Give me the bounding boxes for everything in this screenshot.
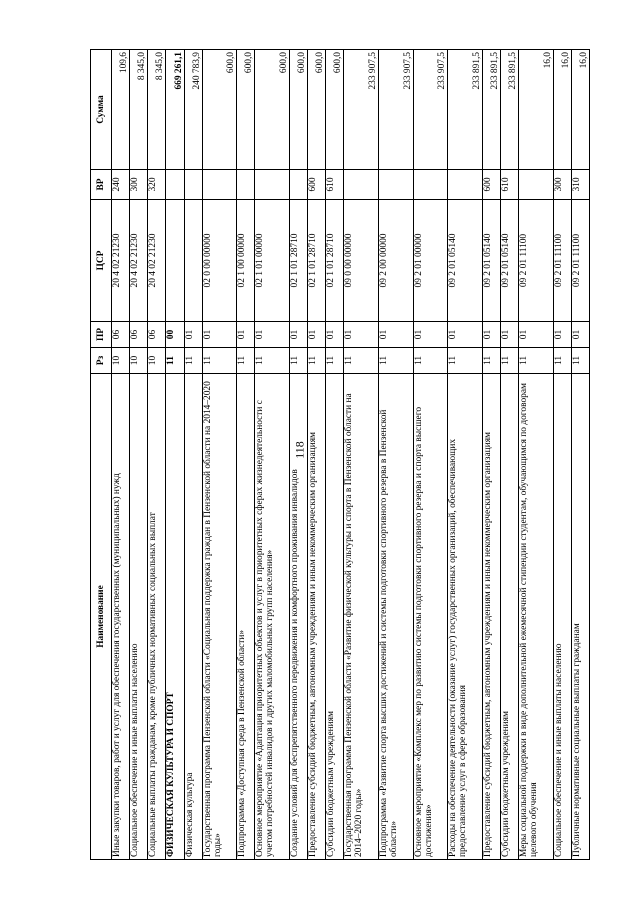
cell-sum: 600,0: [202, 50, 237, 170]
cell-pr: 01: [553, 322, 571, 348]
table-row: [571, 50, 589, 860]
cell-rz: 11: [553, 348, 571, 374]
cell-name: Государственная программа Пензенской области «Развитие физической культуры и спорта в Пензенской области на 2014–2020 годы»: [344, 374, 379, 860]
cell-vr: 300: [130, 170, 148, 200]
cell-sum: 16,0: [571, 50, 589, 170]
cell-name: Предоставление субсидий бюджетным, автономным учреждениям и иным некоммерческим организациям: [482, 374, 500, 860]
cell-vr: 610: [500, 170, 518, 200]
header-vr: ВР: [91, 170, 112, 200]
page-number: 118: [292, 441, 307, 459]
cell-csr: 02 1 01 00000: [255, 200, 290, 322]
cell-sum: 233 907,5: [413, 50, 448, 170]
cell-name: ФИЗИЧЕСКАЯ КУЛЬТУРА И СПОРТ: [166, 374, 184, 860]
cell-name: Государственная программа Пензенской области «Социальная поддержка граждан в Пензенской области на 2014–2020 годы»: [202, 374, 237, 860]
cell-sum: 109,6: [112, 50, 130, 170]
cell-pr: 01: [500, 322, 518, 348]
cell-vr: 610: [326, 170, 344, 200]
cell-name: Субсидии бюджетным учреждениям: [326, 374, 344, 860]
cell-vr: [255, 170, 290, 200]
cell-sum: 8 345,0: [130, 50, 148, 170]
cell-rz: 11: [308, 348, 326, 374]
cell-rz: 11: [344, 348, 379, 374]
table-row: [289, 50, 307, 860]
cell-name: Публичные нормативные социальные выплаты гражданам: [571, 374, 589, 860]
cell-csr: [184, 200, 202, 322]
cell-vr: 300: [553, 170, 571, 200]
cell-vr: [413, 170, 448, 200]
table-row: [344, 50, 379, 860]
table-row: [166, 50, 184, 860]
cell-pr: 01: [378, 322, 413, 348]
table-row: [519, 50, 554, 860]
cell-rz: 11: [378, 348, 413, 374]
cell-vr: [344, 170, 379, 200]
table-body: [112, 50, 590, 860]
cell-sum: 600,0: [237, 50, 255, 170]
cell-sum: 600,0: [326, 50, 344, 170]
cell-pr: 00: [166, 322, 184, 348]
cell-rz: 11: [500, 348, 518, 374]
table-row: [148, 50, 166, 860]
cell-vr: [184, 170, 202, 200]
cell-pr: 06: [148, 322, 166, 348]
header-pr: ПР: [91, 322, 112, 348]
table-row: [413, 50, 448, 860]
cell-pr: 01: [482, 322, 500, 348]
cell-sum: 16,0: [553, 50, 571, 170]
cell-name: Подпрограмма «Доступная среда в Пензенской области»: [237, 374, 255, 860]
cell-rz: 11: [289, 348, 307, 374]
cell-name: Подпрограмма «Развитие спорта высших достижений и системы подготовки спортивного резерва в Пензенской области»: [378, 374, 413, 860]
cell-csr: 02 1 01 28710: [289, 200, 307, 322]
cell-csr: 09 2 01 05140: [500, 200, 518, 322]
cell-pr: 01: [237, 322, 255, 348]
budget-table: [90, 49, 590, 860]
cell-rz: 10: [112, 348, 130, 374]
cell-csr: 09 2 01 11100: [519, 200, 554, 322]
cell-name: Расходы на обеспечение деятельности (оказание услуг) государственных организаций, обеспечивающих предоставление услуг в сфере образования: [448, 374, 483, 860]
cell-rz: 10: [148, 348, 166, 374]
cell-pr: 06: [112, 322, 130, 348]
cell-name: Социальные выплаты гражданам, кроме публичных нормативных социальных выплат: [148, 374, 166, 860]
cell-name: Меры социальной поддержки в виде дополнительной ежемесячной стипендии студентам, обучающимся по договорам целевого обучения: [519, 374, 554, 860]
cell-csr: 09 2 00 00000: [378, 200, 413, 322]
header-sum: Сумма: [91, 50, 112, 170]
cell-csr: 09 2 01 11100: [571, 200, 589, 322]
table-row: [448, 50, 483, 860]
cell-vr: 600: [308, 170, 326, 200]
cell-vr: [289, 170, 307, 200]
table-row: [378, 50, 413, 860]
cell-csr: 09 2 01 11100: [553, 200, 571, 322]
cell-vr: 310: [571, 170, 589, 200]
cell-pr: 06: [130, 322, 148, 348]
header-csr: ЦСР: [91, 200, 112, 322]
cell-pr: 01: [344, 322, 379, 348]
table-row: [130, 50, 148, 860]
cell-pr: 01: [184, 322, 202, 348]
cell-pr: 01: [519, 322, 554, 348]
rotated-table-container: [90, 50, 590, 860]
cell-rz: 11: [519, 348, 554, 374]
cell-csr: 02 1 01 28710: [308, 200, 326, 322]
cell-name: Основное мероприятие «Адаптация приоритетных объектов и услуг в приоритетных сферах жизнедеятельности с учетом потребностей инвалидов и других маломобильных групп населения»: [255, 374, 290, 860]
cell-rz: 11: [482, 348, 500, 374]
cell-pr: 01: [255, 322, 290, 348]
cell-rz: 11: [448, 348, 483, 374]
table-row: [500, 50, 518, 860]
cell-name: Субсидии бюджетным учреждениям: [500, 374, 518, 860]
cell-csr: 20 4 02 21230: [112, 200, 130, 322]
cell-pr: 01: [571, 322, 589, 348]
cell-name: Социальное обеспечение и иные выплаты населению: [130, 374, 148, 860]
cell-rz: 11: [202, 348, 237, 374]
table-header-row: [91, 50, 112, 860]
cell-pr: 01: [308, 322, 326, 348]
table-row: [308, 50, 326, 860]
header-name: Наименование: [91, 374, 112, 860]
cell-csr: 09 2 01 00000: [413, 200, 448, 322]
cell-name: Социальное обеспечение и иные выплаты населению: [553, 374, 571, 860]
cell-rz: 10: [130, 348, 148, 374]
cell-vr: [519, 170, 554, 200]
cell-rz: 11: [413, 348, 448, 374]
table-row: [202, 50, 237, 860]
table-row: [184, 50, 202, 860]
cell-csr: 09 0 00 00000: [344, 200, 379, 322]
table-row: [326, 50, 344, 860]
cell-pr: 01: [326, 322, 344, 348]
cell-sum: 8 345,0: [148, 50, 166, 170]
header-rz: Рз: [91, 348, 112, 374]
table-row: [553, 50, 571, 860]
cell-rz: 11: [237, 348, 255, 374]
cell-pr: 01: [289, 322, 307, 348]
cell-rz: 11: [184, 348, 202, 374]
cell-pr: 01: [202, 322, 237, 348]
cell-pr: 01: [413, 322, 448, 348]
cell-pr: 01: [448, 322, 483, 348]
cell-csr: [166, 200, 184, 322]
cell-vr: [237, 170, 255, 200]
cell-csr: 02 1 00 00000: [237, 200, 255, 322]
cell-sum: 669 261,1: [166, 50, 184, 170]
cell-csr: 09 2 01 05140: [482, 200, 500, 322]
cell-sum: 600,0: [308, 50, 326, 170]
table-row: [255, 50, 290, 860]
cell-name: Создание условий для беспрепятственного передвижения и комфортного проживания инвалидов: [289, 374, 307, 860]
cell-vr: 240: [112, 170, 130, 200]
cell-vr: 320: [148, 170, 166, 200]
cell-vr: [448, 170, 483, 200]
cell-rz: 11: [326, 348, 344, 374]
cell-sum: 16,0: [519, 50, 554, 170]
cell-vr: [378, 170, 413, 200]
cell-csr: 02 1 01 28710: [326, 200, 344, 322]
cell-sum: 233 891,5: [482, 50, 500, 170]
cell-vr: [202, 170, 237, 200]
cell-sum: 233 907,5: [344, 50, 379, 170]
cell-sum: 233 891,5: [500, 50, 518, 170]
cell-csr: 20 4 02 21230: [130, 200, 148, 322]
cell-sum: 600,0: [289, 50, 307, 170]
cell-sum: 600,0: [255, 50, 290, 170]
cell-vr: 600: [482, 170, 500, 200]
cell-name: Предоставление субсидий бюджетным, автономным учреждениям и иным некоммерческим организациям: [308, 374, 326, 860]
cell-name: Физическая культура: [184, 374, 202, 860]
cell-name: Иные закупки товаров, работ и услуг для обеспечения государственных (муниципальных) нужд: [112, 374, 130, 860]
cell-name: Основное мероприятие «Комплекс мер по развитию системы подготовки спортивного резерва и спорта высшего достижения»: [413, 374, 448, 860]
table-row: [237, 50, 255, 860]
cell-rz: 11: [571, 348, 589, 374]
cell-csr: 09 2 01 05140: [448, 200, 483, 322]
cell-vr: [166, 170, 184, 200]
cell-rz: 11: [255, 348, 290, 374]
table-row: [482, 50, 500, 860]
cell-sum: 233 907,5: [378, 50, 413, 170]
cell-rz: 11: [166, 348, 184, 374]
cell-csr: 02 0 00 00000: [202, 200, 237, 322]
cell-csr: 20 4 02 21230: [148, 200, 166, 322]
cell-sum: 240 783,9: [184, 50, 202, 170]
table-row: [112, 50, 130, 860]
cell-sum: 233 891,5: [448, 50, 483, 170]
